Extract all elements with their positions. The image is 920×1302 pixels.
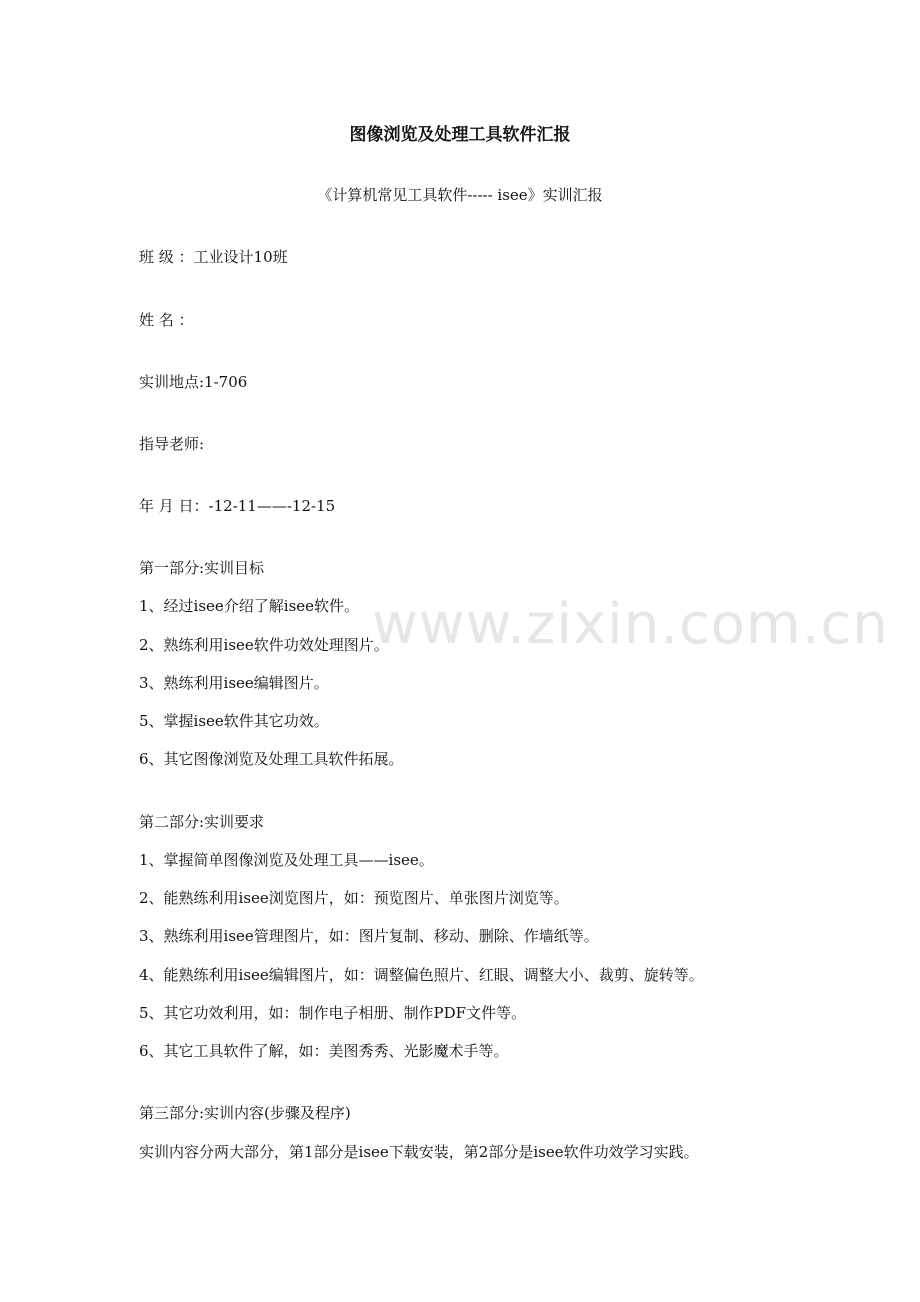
location-field: 实训地点:1-706	[139, 373, 248, 391]
section3-heading: 第三部分:实训内容(步骤及程序)	[139, 1104, 351, 1122]
date-field: 年 月 日：-12-11——-12-15	[139, 497, 336, 515]
document-subtitle: 《计算机常见工具软件----- isee》实训汇报	[317, 186, 603, 204]
section1-heading: 第一部分:实训目标	[139, 559, 265, 577]
list-item: 1、经过isee介绍了解isee软件。	[139, 597, 360, 615]
teacher-field: 指导老师:	[139, 435, 205, 453]
name-field: 姓 名 ：	[139, 311, 194, 329]
document-title: 图像浏览及处理工具软件汇报	[349, 125, 571, 145]
list-item: 3、熟练利用isee编辑图片。	[139, 674, 329, 692]
list-item: 6、其它工具软件了解，如：美图秀秀、光影魔术手等。	[139, 1042, 509, 1060]
class-field: 班 级 ：工业设计10班	[139, 248, 288, 266]
section3-body: 实训内容分两大部分，第1部分是isee下载安装，第2部分是isee软件功效学习实践。	[139, 1143, 699, 1161]
list-item: 5、其它功效利用，如：制作电子相册、制作PDF文件等。	[139, 1004, 527, 1022]
list-item: 1、掌握简单图像浏览及处理工具——isee。	[139, 851, 434, 869]
list-item: 2、熟练利用isee软件功效处理图片。	[139, 636, 389, 654]
section2-heading: 第二部分:实训要求	[139, 813, 265, 831]
list-item: 4、能熟练利用isee编辑图片，如：调整偏色照片、红眼、调整大小、裁剪、旋转等。	[139, 966, 704, 984]
list-item: 3、熟练利用isee管理图片，如：图片复制、移动、删除、作墙纸等。	[139, 927, 599, 945]
list-item: 5、掌握isee软件其它功效。	[139, 712, 329, 730]
list-item: 6、其它图像浏览及处理工具软件拓展。	[139, 750, 404, 768]
list-item: 2、能熟练利用isee浏览图片，如：预览图片、单张图片浏览等。	[139, 889, 569, 907]
watermark: www.zixin.com.cn	[372, 592, 889, 657]
